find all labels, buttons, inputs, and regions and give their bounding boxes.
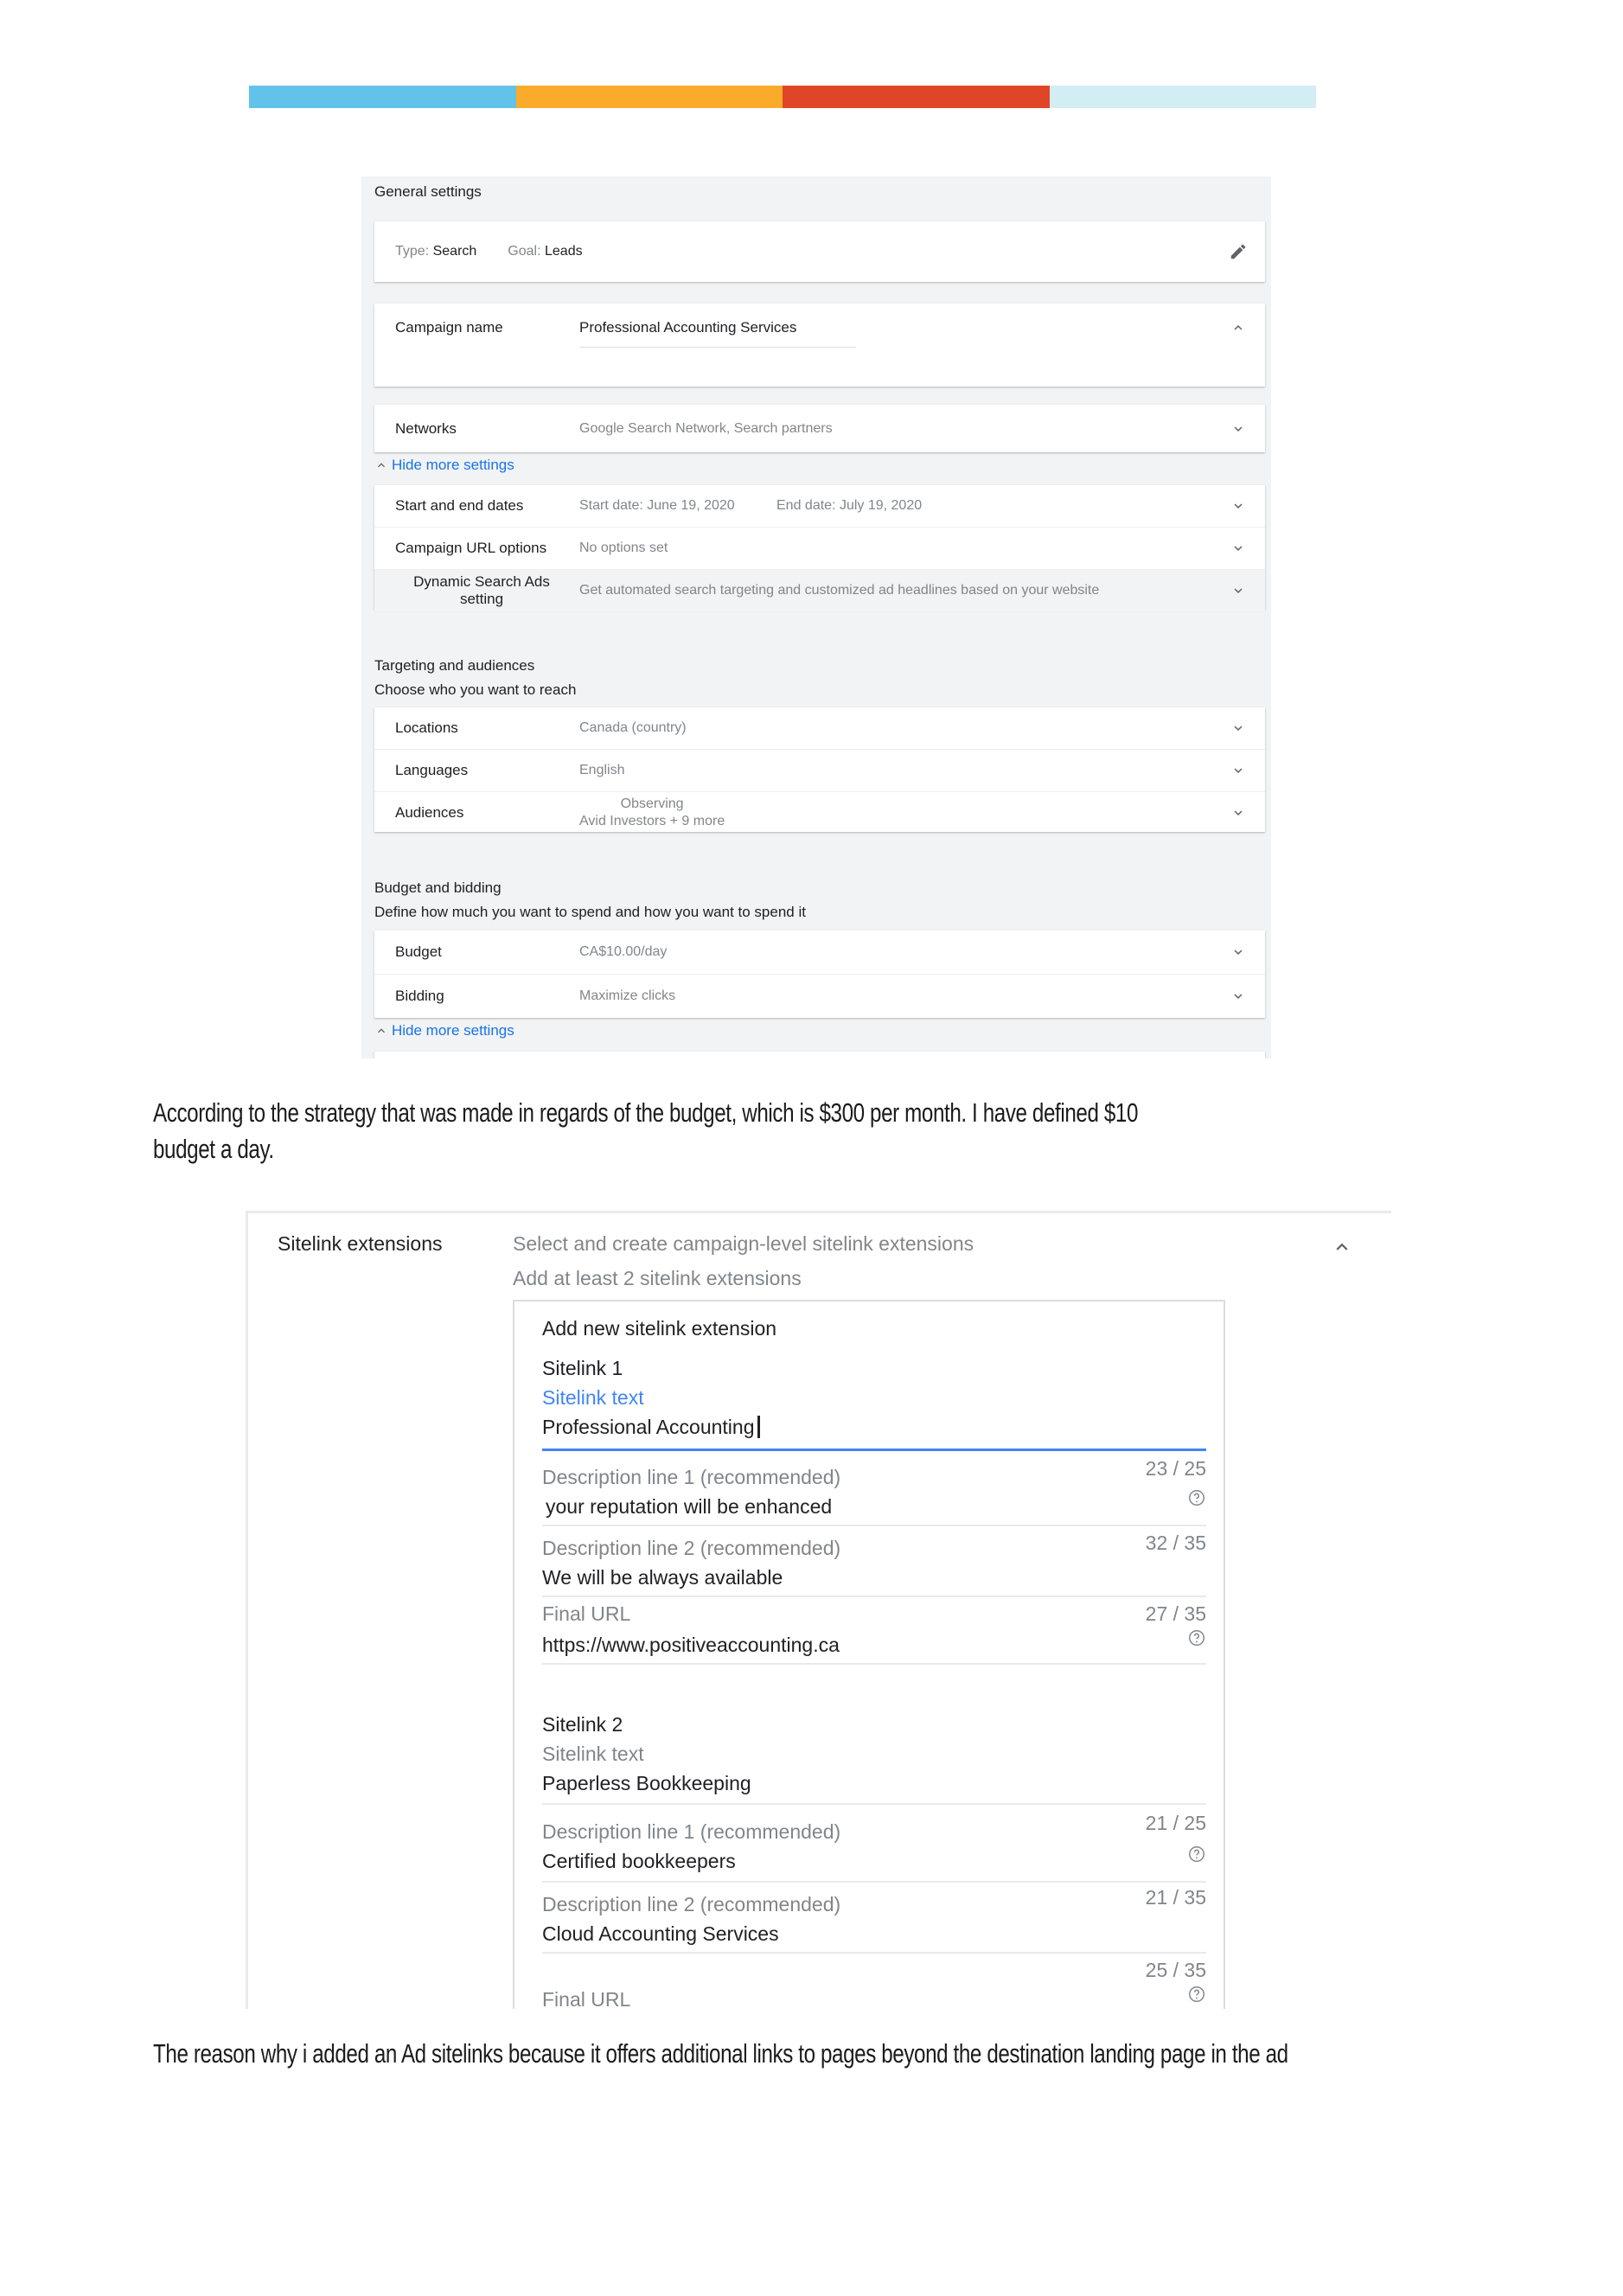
help-icon[interactable] xyxy=(1187,1845,1206,1864)
audiences-label: Audiences xyxy=(395,804,464,821)
chevron-down-icon[interactable] xyxy=(1230,944,1246,960)
sitelink1-heading: Sitelink 1 xyxy=(542,1357,623,1379)
dsa-row[interactable] xyxy=(374,570,1265,611)
locations-label: Locations xyxy=(395,719,458,736)
type-label: Type: xyxy=(395,244,430,259)
type-value: Search xyxy=(432,244,477,259)
languages-row[interactable] xyxy=(374,750,1265,792)
dsa-label xyxy=(395,570,568,611)
chevron-down-icon[interactable] xyxy=(1230,421,1246,437)
audiences-value-line1: Observing xyxy=(620,796,684,811)
sitelink2-text-underline xyxy=(542,1803,1206,1805)
chevron-down-icon[interactable] xyxy=(1230,498,1246,514)
bidding-row[interactable] xyxy=(374,975,1265,1018)
sitelink2-desc1-count: 21 / 35 xyxy=(1145,1886,1206,1909)
sitelink-subtitle-1: Select and create campaign-level sitelink extensions xyxy=(513,1232,974,1255)
sitelink2-desc1-input[interactable]: Certified bookkeepers xyxy=(542,1850,736,1872)
sitelinks-paragraph-line1: The reason why i added an Ad sitelinks because it offers additional links to pages beyond the destination landing page in the ad xyxy=(153,2038,1288,2069)
goal-value: Leads xyxy=(545,244,583,259)
color-segment-blue xyxy=(249,86,516,108)
chevron-down-icon[interactable] xyxy=(1230,805,1246,821)
networks-label: Networks xyxy=(395,419,457,437)
dsa-label-line2: setting xyxy=(459,591,504,607)
sitelink1-text-input[interactable] xyxy=(542,1416,760,1439)
sitelink2-text-label: Sitelink text xyxy=(542,1743,644,1765)
start-date-value: Start date: June 19, 2020 xyxy=(579,498,735,513)
sitelink1-text-label: Sitelink text xyxy=(542,1386,644,1409)
sitelink-extensions-label: Sitelink extensions xyxy=(278,1232,443,1255)
chevron-down-icon[interactable] xyxy=(1230,763,1246,778)
sitelink-extensions-screenshot xyxy=(246,1211,1391,2009)
help-icon[interactable] xyxy=(1187,1985,1206,2004)
sitelinks-paragraph xyxy=(153,2036,1288,2072)
sitelink2-text-count: 21 / 25 xyxy=(1145,1812,1206,1834)
budget-label: Budget xyxy=(395,943,442,960)
networks-value: Google Search Network, Search partners xyxy=(579,420,833,436)
chevron-up-icon[interactable] xyxy=(1230,320,1246,336)
sitelink2-desc1-underline xyxy=(542,1881,1206,1883)
chevron-down-icon[interactable] xyxy=(1230,988,1246,1004)
sitelink1-desc1-input[interactable]: your reputation will be enhanced xyxy=(546,1495,833,1518)
sitelink2-desc2-underline xyxy=(542,1952,1206,1954)
sitelink1-url-input[interactable]: https://www.positiveaccounting.ca xyxy=(542,1634,840,1656)
sitelink1-text-underline xyxy=(542,1449,1206,1451)
budget-subtitle: Define how much you want to spend and how you want to spend it xyxy=(374,904,806,920)
networks-card[interactable] xyxy=(374,405,1265,452)
url-options-row[interactable] xyxy=(374,528,1265,570)
sitelink2-heading: Sitelink 2 xyxy=(542,1713,623,1736)
bidding-label: Bidding xyxy=(395,988,444,1004)
sitelink1-desc2-label: Description line 2 (recommended) xyxy=(542,1537,841,1559)
cut-off-card xyxy=(374,1052,1265,1058)
url-options-label: Campaign URL options xyxy=(395,540,547,556)
sitelink2-desc1-label: Description line 1 (recommended) xyxy=(542,1820,841,1843)
type-goal-card[interactable] xyxy=(374,221,1265,282)
budget-paragraph-line2: budget a day. xyxy=(153,1134,274,1164)
audiences-value xyxy=(579,792,725,834)
hide-more-settings-label: Hide more settings xyxy=(392,457,514,473)
color-segment-light-blue xyxy=(1050,86,1317,108)
sitelink2-desc2-label: Description line 2 (recommended) xyxy=(542,1893,841,1915)
sitelink1-desc2-count: 32 / 35 xyxy=(1145,1532,1206,1554)
audiences-row[interactable] xyxy=(374,792,1265,834)
locations-row[interactable] xyxy=(374,707,1265,750)
chevron-up-icon xyxy=(374,458,388,472)
sitelink-subtitle-2: Add at least 2 sitelink extensions xyxy=(513,1267,802,1289)
budget-paragraph xyxy=(153,1095,1138,1167)
hide-more-settings-link[interactable] xyxy=(374,457,514,474)
color-segment-red xyxy=(783,86,1050,108)
sitelink1-url-label: Final URL xyxy=(542,1602,631,1625)
budget-title: Budget and bidding xyxy=(374,879,502,896)
end-date-value: End date: July 19, 2020 xyxy=(776,498,923,513)
dsa-value: Get automated search targeting and customized ad headlines based on your website xyxy=(579,583,1100,598)
hide-more-settings-link[interactable] xyxy=(374,1022,514,1039)
chevron-down-icon[interactable] xyxy=(1230,583,1246,598)
campaign-name-label: Campaign name xyxy=(395,319,503,336)
url-options-value: No options set xyxy=(579,540,668,555)
campaign-name-card xyxy=(374,304,1265,387)
add-sitelink-title: Add new sitelink extension xyxy=(542,1317,777,1340)
goal-label: Goal: xyxy=(508,244,541,259)
dsa-label-line1: Dynamic Search Ads xyxy=(413,573,550,590)
more-settings-card xyxy=(374,485,1265,610)
general-settings-title: General settings xyxy=(374,183,482,200)
audiences-value-line2: Avid Investors + 9 more xyxy=(579,814,725,828)
budget-card xyxy=(374,931,1265,1018)
bidding-value: Maximize clicks xyxy=(579,988,676,1003)
help-icon[interactable] xyxy=(1187,1488,1206,1507)
sitelink2-desc2-count: 25 / 35 xyxy=(1145,1959,1206,1981)
campaign-name-input[interactable]: Professional Accounting Services xyxy=(579,319,856,348)
sitelink1-desc2-underline xyxy=(542,1596,1206,1597)
edit-pencil-icon[interactable] xyxy=(1229,242,1248,261)
sitelink2-desc2-input[interactable]: Cloud Accounting Services xyxy=(542,1922,779,1945)
sitelink1-url-count: 27 / 35 xyxy=(1145,1602,1206,1625)
header-color-bar xyxy=(249,86,1316,108)
locations-value: Canada (country) xyxy=(579,720,687,735)
sitelink2-url-label: Final URL xyxy=(542,1988,631,2009)
chevron-down-icon[interactable] xyxy=(1230,720,1246,736)
sitelink1-text-count: 23 / 25 xyxy=(1145,1457,1206,1480)
dates-row[interactable] xyxy=(374,485,1265,528)
targeting-title: Targeting and audiences xyxy=(374,657,535,674)
sitelink1-text-value: Professional Accounting xyxy=(542,1416,755,1438)
budget-row[interactable] xyxy=(374,931,1265,975)
help-icon[interactable] xyxy=(1187,1628,1206,1647)
chevron-up-icon xyxy=(374,1024,388,1038)
sitelink1-desc1-label: Description line 1 (recommended) xyxy=(542,1466,841,1488)
chevron-down-icon[interactable] xyxy=(1230,540,1246,556)
budget-paragraph-line1: According to the strategy that was made in regards of the budget, which is $300 per month. I have defined $10 xyxy=(153,1097,1139,1128)
languages-label: Languages xyxy=(395,762,469,778)
text-cursor xyxy=(757,1416,760,1438)
sitelink1-desc2-input[interactable]: We will be always available xyxy=(542,1566,783,1589)
hide-more-settings-label: Hide more settings xyxy=(392,1022,514,1039)
targeting-subtitle: Choose who you want to reach xyxy=(374,681,577,698)
sitelink1-url-underline xyxy=(542,1663,1206,1665)
languages-value: English xyxy=(579,763,625,777)
sitelink2-text-input[interactable]: Paperless Bookkeeping xyxy=(542,1772,751,1794)
sitelink1-desc1-underline xyxy=(542,1525,1206,1526)
dates-label: Start and end dates xyxy=(395,497,524,514)
add-sitelink-form xyxy=(513,1300,1225,2009)
budget-value: CA$10.00/day xyxy=(579,944,668,959)
color-segment-orange xyxy=(516,86,783,108)
targeting-card xyxy=(374,707,1265,832)
campaign-settings-screenshot xyxy=(361,176,1271,1058)
chevron-up-icon[interactable] xyxy=(1331,1236,1353,1258)
